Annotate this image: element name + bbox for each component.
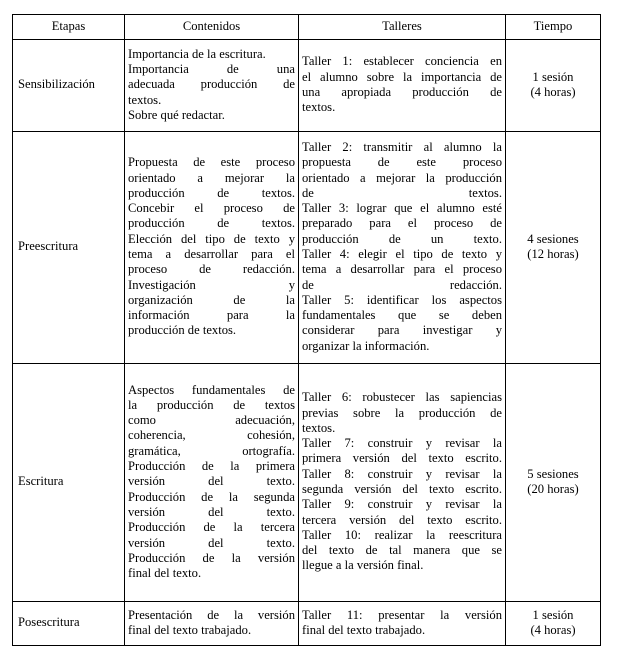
workshop-line: Taller 3: lograr que el alumno esté	[302, 201, 502, 216]
workshop-line: llegue a la versión final.	[302, 558, 424, 573]
hours-count: (12 horas)	[527, 247, 579, 261]
time-cell	[506, 602, 601, 646]
stage-name-cell: Sensibilización	[13, 40, 125, 132]
contents-line: Propuesta de este proceso	[128, 155, 295, 170]
contents-line: organización de la	[128, 292, 295, 307]
workshop-line: Taller 2: transmitir al alumno la	[302, 139, 502, 154]
contents-line: Producción de la tercera	[128, 520, 295, 535]
workshop-line: de textos.	[302, 185, 502, 200]
contents-line: como adecuación,	[128, 413, 295, 428]
contents-cell	[125, 602, 299, 646]
workshop-line: Taller 5: identificar los aspectos	[302, 292, 502, 307]
contents-line: Concebir el proceso de	[128, 201, 295, 216]
table-row	[13, 132, 601, 364]
table-row	[13, 602, 601, 646]
contents-line: versión del texto.	[128, 474, 295, 489]
header-contenidos: Contenidos	[125, 15, 299, 40]
workshop-line: final del texto trabajado.	[302, 623, 426, 637]
contents-line: tema a desarrollar para el	[128, 247, 295, 261]
workshops-cell	[299, 40, 506, 132]
header-etapas: Etapas	[13, 15, 125, 40]
contents-line: información para la	[128, 308, 295, 323]
document-page	[12, 14, 601, 646]
workshop-line: una apropiada producción de	[302, 85, 502, 99]
table-row	[13, 364, 601, 602]
workshop-line: fundamentales que se deben	[302, 308, 502, 323]
stage-name-cell: Preescritura	[13, 132, 125, 364]
contents-cell	[125, 132, 299, 364]
workshop-line: del texto de tal manera que se	[302, 543, 502, 558]
workshops-cell	[299, 132, 506, 364]
table-header-row	[13, 15, 601, 40]
workshop-line: producción de un texto.	[302, 231, 502, 246]
workshop-line: segunda versión del texto escrito.	[302, 482, 502, 496]
contents-line: Producción de la segunda	[128, 489, 295, 504]
session-count: 4 sesiones	[527, 231, 579, 246]
time-cell	[506, 40, 601, 132]
stage-name-cell: Posescritura	[13, 602, 125, 646]
contents-line: Producción de la versión	[128, 550, 295, 565]
contents-line: Importancia de la escritura.	[128, 46, 266, 61]
workshops-cell	[299, 364, 506, 602]
workshop-line: primera versión del texto escrito.	[302, 451, 502, 466]
workshop-line: orientado a mejorar la producción	[302, 170, 502, 185]
time-cell	[506, 132, 601, 364]
workshop-line: el alumno sobre la importancia de	[302, 69, 502, 84]
contents-line: final del texto.	[128, 566, 202, 581]
session-count: 1 sesión	[532, 607, 574, 622]
time-cell	[506, 364, 601, 602]
session-count: 1 sesión	[532, 69, 574, 84]
contents-cell	[125, 364, 299, 602]
session-count: 5 sesiones	[527, 466, 579, 481]
workshop-line: considerar para investigar y	[302, 323, 502, 338]
workshop-line: textos.	[302, 420, 336, 435]
workshop-line: de redacción.	[302, 277, 502, 292]
workshop-line: Taller 7: construir y revisar la	[302, 436, 502, 451]
contents-line: coherencia, cohesión,	[128, 428, 295, 443]
workshop-line: textos.	[302, 100, 336, 115]
stage-name-cell: Escritura	[13, 364, 125, 602]
contents-line: producción de textos.	[128, 323, 237, 338]
contents-line: versión del texto.	[128, 535, 295, 550]
contents-line: Investigación y	[128, 277, 295, 292]
contents-line: la producción de textos	[128, 397, 295, 412]
contents-line: final del texto trabajado.	[128, 623, 252, 637]
hours-count: (4 horas)	[530, 623, 576, 637]
hours-count: (4 horas)	[530, 85, 576, 99]
workshop-line: Taller 1: establecer conciencia en	[302, 54, 502, 69]
workshop-line: Taller 6: robustecer las sapiencias	[302, 390, 502, 405]
workshop-line: Taller 9: construir y revisar la	[302, 497, 502, 512]
contents-line: orientado a mejorar la	[128, 170, 295, 185]
workshop-line: Taller 10: realizar la reescritura	[302, 527, 502, 542]
workshop-line: organizar la información.	[302, 338, 430, 353]
contents-line: producción de textos.	[128, 216, 295, 231]
table-row	[13, 40, 601, 132]
workshop-line: Taller 4: elegir el tipo de texto y	[302, 247, 502, 261]
workshop-line: propuesta de este proceso	[302, 155, 502, 170]
contents-line: Importancia de una	[128, 62, 295, 77]
workshop-line: Taller 8: construir y revisar la	[302, 466, 502, 481]
header-talleres: Talleres	[299, 15, 506, 40]
hours-count: (20 horas)	[527, 482, 579, 496]
workshop-line: previas sobre la producción de	[302, 405, 502, 420]
contents-cell	[125, 40, 299, 132]
workshop-line: Taller 11: presentar la versión	[302, 607, 502, 622]
contents-line: Presentación de la versión	[128, 607, 295, 622]
contents-line: Aspectos fundamentales de	[128, 382, 295, 397]
header-tiempo: Tiempo	[506, 15, 601, 40]
contents-line: adecuada producción de	[128, 77, 295, 92]
contents-line: producción de textos.	[128, 185, 295, 200]
contents-line: versión del texto.	[128, 504, 295, 519]
contents-line: gramática, ortografía.	[128, 443, 295, 458]
workshops-cell	[299, 602, 506, 646]
contents-line: Sobre qué redactar.	[128, 107, 225, 122]
stages-table	[12, 14, 601, 646]
workshop-line: tema a desarrollar para el proceso	[302, 262, 502, 277]
workshop-line: preparado para el proceso de	[302, 216, 502, 231]
contents-line: Producción de la primera	[128, 459, 295, 474]
contents-line: textos.	[128, 92, 162, 107]
contents-line: Elección del tipo de texto y	[128, 231, 295, 246]
workshop-line: tercera versión del texto escrito.	[302, 512, 502, 527]
contents-line: proceso de redacción.	[128, 262, 295, 277]
